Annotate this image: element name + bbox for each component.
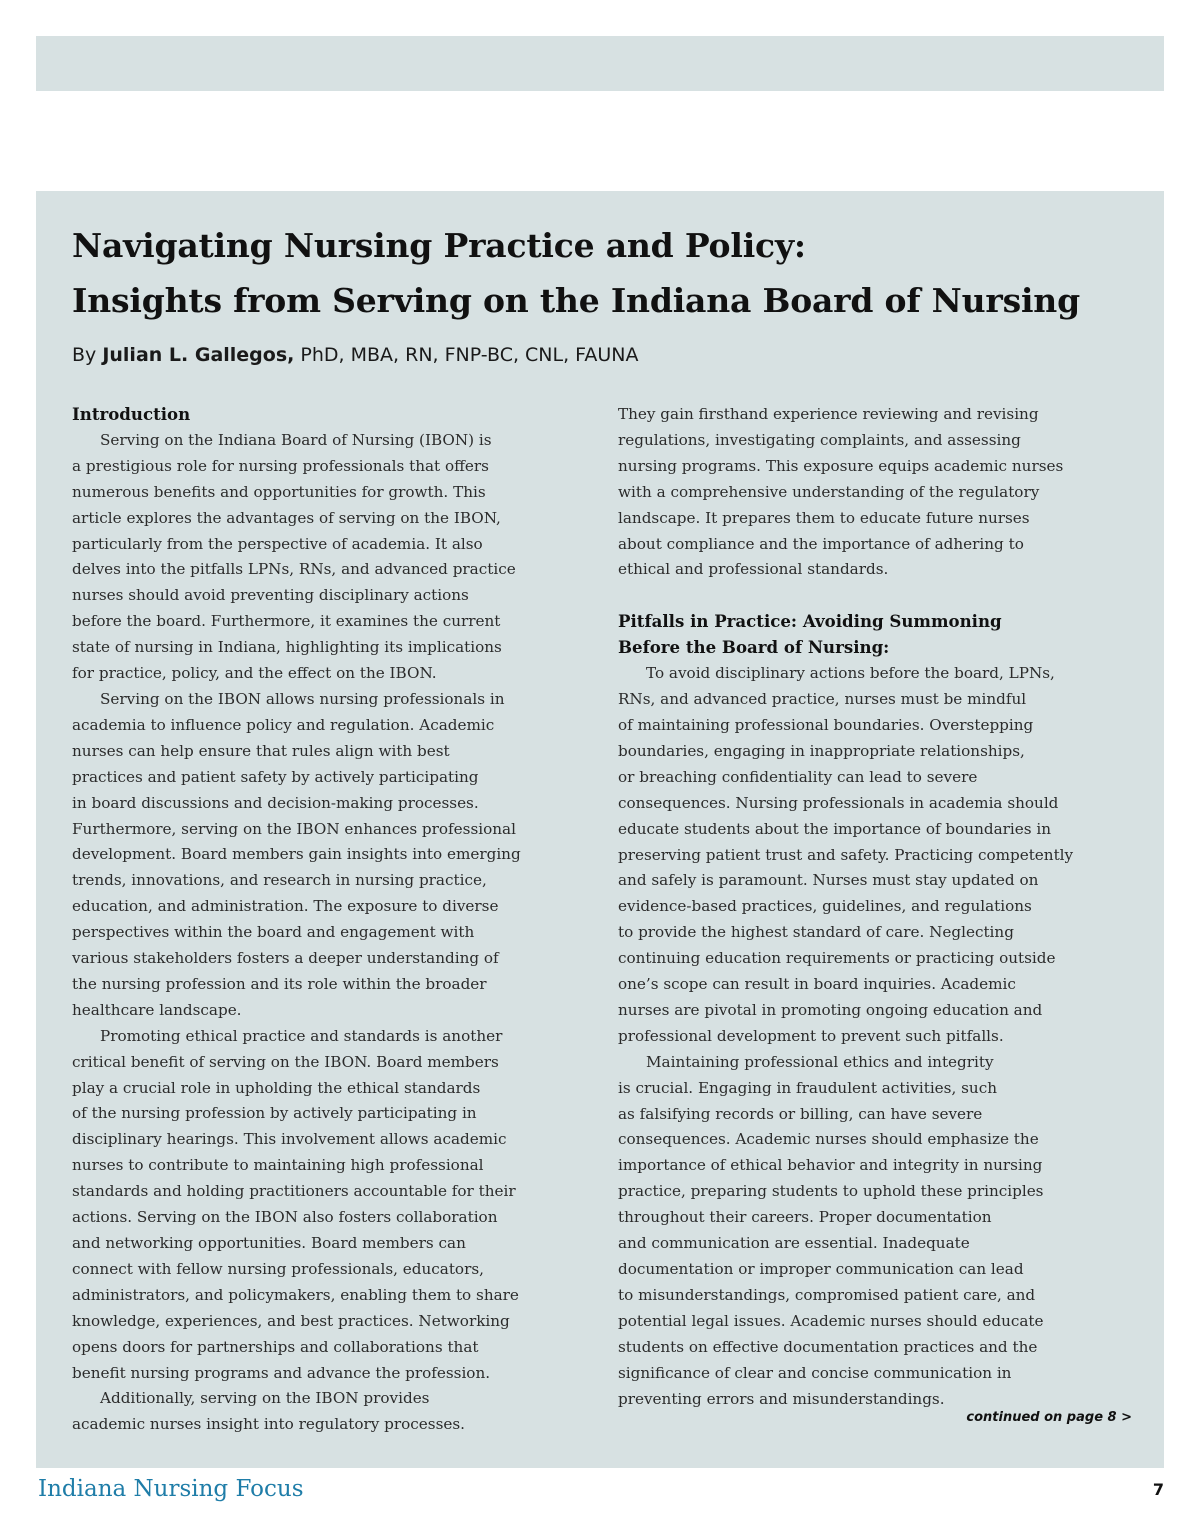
text-line: practices and patient safety by actively participating [72,767,479,786]
right-column [618,402,1148,1412]
text-line: to provide the highest standard of care. Neglecting [618,923,1014,942]
text-line: education, and administration. The exposure to diverse [72,897,499,916]
text-line: of maintaining professional boundaries. Overstepping [618,715,1034,734]
text-line: about compliance and the importance of adhering to [618,534,1024,553]
text-line: throughout their careers. Proper documentation [618,1208,992,1227]
text-line: play a crucial role in upholding the ethical standards [72,1078,481,1097]
byline-prefix: By [72,344,97,366]
text-line: documentation or improper communication can lead [618,1260,1024,1278]
text-line: the nursing profession and its role within the broader [72,974,487,993]
left-column [72,402,587,1438]
text-line: nurses to contribute to maintaining high professional [72,1156,484,1175]
text-line: is crucial. Engaging in fraudulent activities, such [618,1078,997,1097]
text-line: academia to influence policy and regulation. Academic [72,715,495,734]
text-line: of the nursing profession by actively participating in [72,1104,477,1123]
page-number: 7 [1152,1480,1164,1499]
text-line: administrators, and policymakers, enabling them to share [72,1285,519,1304]
author-name: Julian L. Gallegos, [102,344,295,366]
text-line: To avoid disciplinary actions before the board, LPNs, [646,664,1055,683]
text-line: consequences. Nursing professionals in academia should [618,793,1059,812]
text-line: regulations, investigating complaints, and assessing [618,430,1021,449]
text-line: to misunderstandings, compromised patient care, and [618,1285,1036,1304]
text-line: importance of ethical behavior and integrity in nursing [618,1156,1043,1175]
text-line: Promoting ethical practice and standards is another [100,1026,503,1045]
text-line: numerous benefits and opportunities for growth. This [72,482,486,501]
text-line: They gain firsthand experience reviewing and revising [618,405,1039,423]
text-line: opens doors for partnerships and collaborations that [72,1337,479,1356]
text-line: various stakeholders fosters a deeper understanding of [72,949,499,968]
text-line: and networking opportunities. Board members can [72,1234,466,1252]
text-line: students on effective documentation practices and the [618,1337,1038,1356]
text-line: connect with fellow nursing professionals, educators, [72,1259,484,1278]
text-line: Serving on the Indiana Board of Nursing (IBON) is [100,430,492,449]
text-line: consequences. Academic nurses should emphasize the [618,1130,1039,1149]
byline [72,341,638,369]
text-line: professional development to prevent such pitfalls. [618,1026,1004,1045]
text-line: preventing errors and misunderstandings. [618,1389,945,1408]
text-line: standards and holding practitioners accountable for their [72,1182,516,1201]
text-line: RNs, and advanced practice, nurses must be mindful [618,690,1027,709]
text-line: preserving patient trust and safety. Practicing competently [618,845,1074,864]
text-line: with a comprehensive understanding of the regulatory [618,482,1040,501]
article-title [72,218,1142,328]
text-line: nurses are pivotal in promoting ongoing education and [618,1000,1043,1019]
text-line: practice, preparing students to uphold these principles [618,1182,1044,1201]
text-line: and communication are essential. Inadequate [618,1234,970,1253]
text-line: potential legal issues. Academic nurses should educate [618,1311,1044,1330]
text-line: nurses should avoid preventing disciplinary actions [72,586,469,605]
text-line: one’s scope can result in board inquiries. Academic [618,975,1016,994]
text-line: continuing education requirements or practicing outside [618,949,1056,968]
text-line: ethical and professional standards. [618,560,889,579]
text-line: Additionally, serving on the IBON provides [100,1389,430,1408]
text-line: nursing programs. This exposure equips academic nurses [618,456,1064,475]
section-heading: Introduction [72,404,191,424]
text-line: Furthermore, serving on the IBON enhances professional [72,819,516,838]
text-line: article explores the advantages of serving on the IBON, [72,508,501,527]
text-line: perspectives within the board and engagement with [72,923,475,942]
text-line: landscape. It prepares them to educate future nurses [618,508,1030,527]
text-line: knowledge, experiences, and best practices. Networking [72,1311,510,1330]
text-line: actions. Serving on the IBON also fosters collaboration [72,1208,498,1227]
author-credentials: PhD, MBA, RN, FNP-BC, CNL, FAUNA [300,344,639,366]
text-line: boundaries, engaging in inappropriate relationships, [618,741,1025,760]
text-line: nurses can help ensure that rules align with best [72,741,450,760]
text-line: Serving on the IBON allows nursing professionals in [100,689,505,708]
text-line: critical benefit of serving on the IBON. Board members [72,1052,499,1071]
publication-name: Indiana Nursing Focus [38,1476,304,1502]
text-line: delves into the pitfalls LPNs, RNs, and advanced practice [72,560,516,579]
title-line-2: Insights from Serving on the Indiana Board of Nursing [72,281,1080,320]
text-line: evidence-based practices, guidelines, and regulations [618,897,1032,916]
text-line: development. Board members gain insights into emerging [72,845,521,864]
text-line: educate students about the importance of boundaries in [618,819,1052,838]
text-line: significance of clear and concise communication in [618,1363,1012,1382]
text-line: benefit nursing programs and advance the profession. [72,1363,491,1382]
text-line: disciplinary hearings. This involvement allows academic [72,1130,507,1149]
text-line: in board discussions and decision-making processes. [72,793,479,812]
text-line: particularly from the perspective of academia. It also [72,534,483,553]
paragraph-gap [618,583,1148,609]
text-line: academic nurses insight into regulatory processes. [72,1415,465,1434]
section-heading: Before the Board of Nursing: [618,637,890,658]
text-line: as falsifying records or billing, can have severe [618,1104,983,1123]
text-line: state of nursing in Indiana, highlighting its implications [72,638,502,657]
title-line-1: Navigating Nursing Practice and Policy: [72,226,806,265]
text-line: Maintaining professional ethics and integrity [646,1052,994,1071]
text-line: before the board. Furthermore, it examines the current [72,612,501,631]
text-line: or breaching confidentiality can lead to severe [618,767,978,786]
text-line: a prestigious role for nursing professionals that offers [72,456,489,475]
top-color-band [36,36,1164,91]
section-heading: Pitfalls in Practice: Avoiding Summoning [618,611,1002,632]
continued-note: continued on page 8 > [966,1410,1132,1425]
text-line: and safely is paramount. Nurses must stay updated on [618,871,1039,890]
text-line: trends, innovations, and research in nursing practice, [72,871,487,890]
text-line: healthcare landscape. [72,1000,242,1019]
text-line: for practice, policy, and the effect on the IBON. [72,664,437,683]
